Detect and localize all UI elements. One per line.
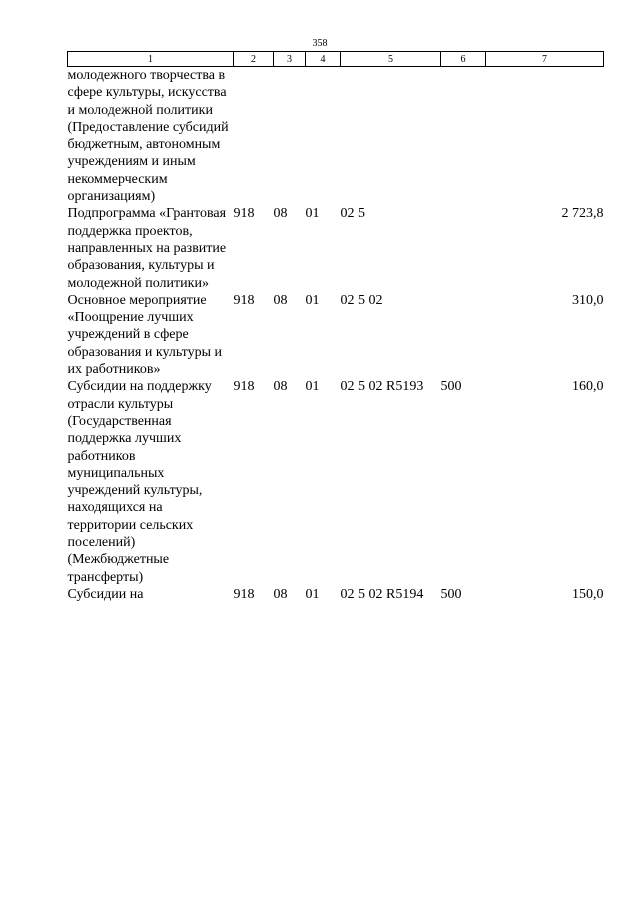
row-pr: 01 <box>305 206 320 222</box>
column-header-4: 4 <box>306 52 341 67</box>
row-name: Основное мероприятие «Поощрение лучших учреждений в сфере образования и культуры и их работников» <box>67 292 222 378</box>
row-sum: 310,0 <box>572 292 604 308</box>
page-number: 358 <box>312 38 328 49</box>
row-name: молодежного творчества в сфере культуры, искусства и молодежной политики (Предоставление субсидий бюджетным, автономным учреждениям и иным некоммерческим организациям) <box>67 68 229 205</box>
row-pr: 01 <box>305 586 320 602</box>
table-row <box>68 292 604 378</box>
row-rz <box>274 67 306 206</box>
column-header-7: 7 <box>486 52 604 67</box>
row-pr <box>306 67 341 206</box>
budget-table <box>67 51 604 603</box>
table-body <box>68 67 604 604</box>
table-row <box>68 67 604 206</box>
row-vr: 500 <box>440 379 462 395</box>
table-row <box>68 378 604 586</box>
row-csr: 02 5 02 <box>340 292 383 308</box>
row-name: Подпрограмма «Грантовая поддержка проектов, направленных на развитие образования, культуры и молодежной политики» <box>67 206 227 291</box>
table-row <box>68 205 604 291</box>
row-sum: 160,0 <box>572 379 604 395</box>
row-rz: 08 <box>273 379 288 395</box>
column-header-1: 1 <box>68 52 234 67</box>
row-csr: 02 5 02 R5193 <box>340 379 424 395</box>
row-vr <box>441 67 486 206</box>
column-header-6: 6 <box>441 52 486 67</box>
row-ved: 918 <box>233 292 255 308</box>
header-row <box>68 52 604 67</box>
row-rz: 08 <box>273 206 288 222</box>
row-csr: 02 5 02 R5194 <box>340 586 424 602</box>
row-rz: 08 <box>273 292 288 308</box>
row-ved: 918 <box>233 379 255 395</box>
row-vr: 500 <box>440 586 462 602</box>
row-name: Субсидии на <box>67 586 144 602</box>
row-sum: 150,0 <box>572 586 604 602</box>
table-row <box>68 586 604 603</box>
row-ved <box>234 67 274 206</box>
row-vr <box>441 205 486 291</box>
table-header <box>68 52 604 67</box>
row-ved: 918 <box>233 206 255 222</box>
column-header-3: 3 <box>274 52 306 67</box>
column-header-2: 2 <box>234 52 274 67</box>
row-ved: 918 <box>233 586 255 602</box>
row-csr <box>341 67 441 206</box>
row-pr: 01 <box>305 379 320 395</box>
row-name: Субсидии на поддержку отрасли культуры (Государственная поддержка лучших работников муниципальных учреждений культуры, находящихся на территории сельских поселений) (Межбюджетные трансферты) <box>67 379 212 585</box>
row-csr: 02 5 <box>340 206 365 222</box>
row-sum: 2 723,8 <box>561 206 604 222</box>
row-pr: 01 <box>305 292 320 308</box>
column-header-5: 5 <box>341 52 441 67</box>
row-rz: 08 <box>273 586 288 602</box>
row-vr <box>441 292 486 378</box>
row-sum <box>486 67 604 206</box>
